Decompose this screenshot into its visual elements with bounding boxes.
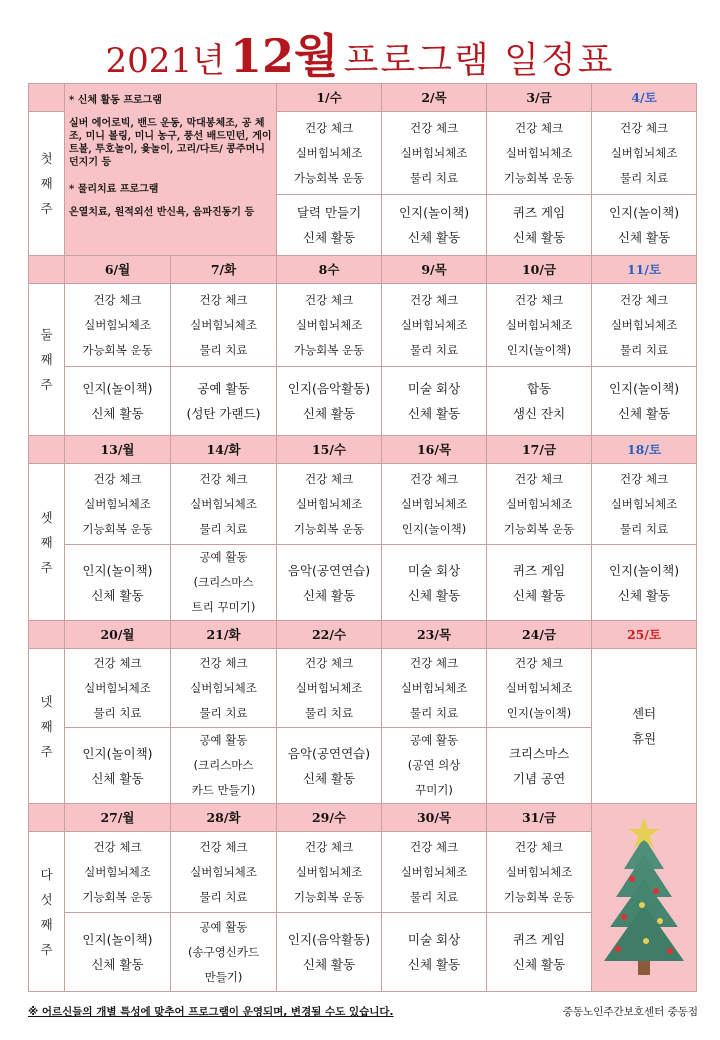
day-header: 27/월 (65, 804, 171, 832)
activity-line: 실버힘뇌체조 (84, 680, 151, 695)
activity-line: 인지(놀이책) (398, 205, 470, 220)
activity-line: 건강 체크 (409, 471, 459, 486)
activity-line: 인지(음악활동) (287, 381, 371, 396)
activity-cell (171, 284, 277, 367)
activity-line: 가능회복 운동 (293, 342, 365, 357)
activity-cell (487, 367, 592, 436)
activity-line: 생신 잔치 (512, 406, 566, 421)
activity-line: 실버힘뇌체조 (400, 145, 468, 160)
activity-line: 건강 체크 (514, 471, 564, 486)
activity-line: 신체 활동 (512, 957, 566, 972)
title-month: 12월 (230, 29, 339, 83)
footer-note: ※ 어르신들의 개별 특성에 맞추어 프로그램이 운영되며, 변경될 수도 있습니다. (28, 1006, 394, 1018)
activity-line: 퀴즈 게임 (512, 562, 566, 578)
activity-cell (171, 728, 277, 804)
activity-cell (277, 832, 382, 913)
activity-line: 인지(음악활동) (287, 932, 371, 947)
week-char: 섯 (40, 891, 53, 907)
day-header: 15/수 (277, 436, 382, 464)
day-header: 16/목 (382, 436, 487, 464)
week-label (29, 112, 65, 256)
day-header: 9/목 (382, 256, 487, 284)
closed-text: 센터 (631, 706, 657, 721)
activity-cell (277, 464, 382, 545)
activity-line: 신체 활동 (512, 230, 566, 245)
activity-cell (382, 728, 487, 804)
header-blank (29, 621, 65, 649)
program-info-text: 온열치료, 원적외선 반신욕, 음파진동기 등 (69, 207, 255, 218)
activity-cell (171, 545, 277, 621)
activity-line: 기능회복 운동 (82, 521, 153, 536)
activity-line: 기능회복 운동 (293, 889, 365, 904)
activity-cell (382, 464, 487, 545)
activity-cell (171, 367, 277, 436)
activity-line: 실버힘뇌체조 (505, 317, 573, 332)
activity-cell (171, 832, 277, 913)
day-header: 6/월 (65, 256, 171, 284)
activity-cell (65, 367, 171, 436)
week-char: 주 (40, 941, 53, 957)
week-char: 주 (40, 743, 53, 759)
day-header: 11/토 (592, 256, 697, 284)
activity-line: 신체 활동 (407, 587, 461, 603)
activity-line: 신체 활동 (91, 770, 144, 786)
activity-line: 미술 회상 (407, 381, 461, 396)
activity-cell (277, 112, 382, 195)
activity-line: 건강 체크 (199, 839, 248, 854)
activity-line: 신체 활동 (302, 230, 356, 245)
activity-line: 신체 활동 (302, 587, 356, 603)
activity-line: 실버힘뇌체조 (400, 680, 468, 695)
header-blank (29, 436, 65, 464)
week-char: 째 (40, 176, 53, 191)
day-header: 4/토 (592, 84, 697, 112)
activity-line: 건강 체크 (514, 120, 564, 135)
activity-line: 건강 체크 (199, 471, 248, 486)
week-char: 첫 (40, 151, 53, 166)
activity-cell (277, 367, 382, 436)
activity-line: 실버힘뇌체조 (295, 496, 363, 511)
week-char: 주 (40, 201, 53, 216)
activity-line: 신체 활동 (617, 230, 671, 245)
activity-line: 실버힘뇌체조 (295, 145, 363, 160)
activity-line: 건강 체크 (199, 292, 248, 307)
activity-cell (65, 913, 171, 992)
activity-line: 건강 체크 (619, 292, 669, 307)
activity-line: 기능회복 운동 (503, 521, 575, 536)
activity-line: 실버힘뇌체조 (505, 145, 573, 160)
activity-line: 실버힘뇌체조 (610, 496, 678, 511)
activity-cell (171, 913, 277, 992)
activity-cell (592, 545, 697, 621)
activity-line: 달력 만들기 (296, 205, 362, 220)
activity-line: 실버힘뇌체조 (190, 317, 257, 332)
activity-line: 건강 체크 (199, 655, 248, 670)
activity-line: 건강 체크 (304, 655, 354, 670)
activity-line: 가능회복 운동 (293, 170, 365, 185)
christmas-tree-icon (592, 804, 697, 992)
day-header: 18/토 (592, 436, 697, 464)
activity-line: 꾸미기) (415, 783, 453, 797)
activity-line: 만들기) (204, 969, 243, 984)
program-info (65, 84, 277, 256)
activity-cell (277, 545, 382, 621)
activity-line: 물리 치료 (409, 705, 459, 720)
activity-line: 신체 활동 (617, 587, 671, 603)
activity-line: 물리 치료 (619, 170, 669, 185)
day-header: 20/월 (65, 621, 171, 649)
activity-line: 건강 체크 (514, 839, 564, 854)
activity-line: 건강 체크 (93, 471, 142, 486)
activity-line: (공연 의상 (407, 758, 461, 772)
week-char: 셋 (40, 509, 53, 525)
activity-cell (382, 367, 487, 436)
activity-cell (382, 195, 487, 256)
activity-cell (487, 284, 592, 367)
activity-cell (487, 195, 592, 256)
activity-cell (592, 112, 697, 195)
activity-line: 인지(놀이책) (82, 932, 153, 947)
day-header: 30/목 (382, 804, 487, 832)
program-info-text: * 물리치료 프로그램 (69, 184, 159, 195)
activity-line: 물리 치료 (409, 342, 459, 357)
activity-line: 건강 체크 (619, 471, 669, 486)
activity-line: 음악(공연연습) (287, 562, 371, 578)
activity-cell (382, 913, 487, 992)
activity-line: 인지(놀이책) (608, 562, 680, 578)
activity-line: 실버힘뇌체조 (190, 496, 257, 511)
activity-line: (송구영신카드 (187, 944, 260, 959)
activity-line: 건강 체크 (93, 655, 142, 670)
activity-cell (487, 112, 592, 195)
week-char: 째 (40, 534, 53, 550)
activity-line: 공예 활동 (199, 919, 248, 934)
activity-cell (382, 649, 487, 728)
activity-cell (592, 195, 697, 256)
week-label (29, 649, 65, 804)
activity-line: 건강 체크 (304, 839, 354, 854)
activity-line: (크리스마스 (193, 758, 254, 772)
activity-line: 퀴즈 게임 (512, 932, 566, 947)
header-blank (29, 84, 65, 112)
activity-line: 크리스마스 (508, 745, 570, 761)
activity-cell (592, 367, 697, 436)
activity-line: 건강 체크 (304, 471, 354, 486)
activity-line: 신체 활동 (407, 957, 461, 972)
header-blank (29, 256, 65, 284)
activity-cell (65, 545, 171, 621)
day-header: 3/금 (487, 84, 592, 112)
activity-cell (592, 464, 697, 545)
activity-line: 실버힘뇌체조 (295, 864, 363, 879)
week-char: 주 (40, 377, 53, 392)
activity-line: 인지(놀이책) (608, 381, 680, 396)
week-char: 다 (40, 866, 53, 882)
program-info-text: * 신체 활동 프로그램 (69, 95, 162, 106)
activity-line: 인지(놀이책) (608, 205, 680, 220)
activity-line: 건강 체크 (514, 655, 564, 670)
activity-line: 물리 치료 (199, 521, 248, 536)
activity-line: 인지(놀이책) (506, 342, 572, 357)
activity-line: 신체 활동 (302, 957, 356, 972)
day-header: 14/화 (171, 436, 277, 464)
activity-line: 신체 활동 (91, 406, 144, 421)
activity-line: 기념 공연 (512, 770, 566, 786)
activity-line: (크리스마스 (193, 575, 254, 589)
activity-line: 실버힘뇌체조 (295, 680, 363, 695)
activity-line: 인지(놀이책) (82, 562, 153, 578)
activity-cell (65, 649, 171, 728)
activity-line: 건강 체크 (409, 839, 459, 854)
activity-cell (171, 464, 277, 545)
activity-line: 실버힘뇌체조 (295, 317, 363, 332)
title-year: 2021년 (105, 41, 225, 81)
activity-cell (487, 913, 592, 992)
activity-line: 건강 체크 (93, 292, 142, 307)
activity-line: 실버힘뇌체조 (84, 864, 151, 879)
day-header: 22/수 (277, 621, 382, 649)
activity-cell (487, 649, 592, 728)
activity-line: 트리 꾸미기) (191, 600, 256, 614)
day-header: 25/토 (592, 621, 697, 649)
activity-line: 인지(놀이책) (82, 745, 153, 761)
activity-line: 실버힘뇌체조 (505, 680, 573, 695)
activity-cell (487, 728, 592, 804)
week-char: 째 (40, 352, 53, 367)
activity-line: 기능회복 운동 (503, 889, 575, 904)
activity-line: 실버힘뇌체조 (84, 317, 151, 332)
activity-line: 신체 활동 (302, 770, 356, 786)
activity-cell (382, 545, 487, 621)
activity-line: 실버힘뇌체조 (610, 317, 678, 332)
activity-line: 기능회복 운동 (82, 889, 153, 904)
week-char: 넷 (40, 693, 53, 709)
activity-cell (277, 284, 382, 367)
week-label (29, 284, 65, 436)
activity-cell (592, 284, 697, 367)
title-rest: 프로그램 일정표 (343, 40, 615, 81)
activity-cell (65, 728, 171, 804)
activity-line: 퀴즈 게임 (512, 205, 566, 220)
activity-line: 공예 활동 (199, 733, 248, 747)
activity-line: 물리 치료 (199, 342, 248, 357)
activity-line: 건강 체크 (93, 839, 142, 854)
activity-cell (487, 545, 592, 621)
activity-line: 공예 활동 (197, 381, 250, 396)
activity-line: 가능회복 운동 (82, 342, 153, 357)
activity-line: 건강 체크 (409, 655, 459, 670)
day-header: 31/금 (487, 804, 592, 832)
day-header: 13/월 (65, 436, 171, 464)
footer-center-name: 중동노인주간보호센터 중동점 (562, 1006, 698, 1018)
activity-line: 실버힘뇌체조 (505, 496, 573, 511)
activity-line: 신체 활동 (302, 406, 356, 421)
activity-line: 기능회복 운동 (503, 170, 575, 185)
day-header: 23/목 (382, 621, 487, 649)
activity-cell (65, 832, 171, 913)
activity-line: 물리 치료 (304, 705, 354, 720)
day-header: 7/화 (171, 256, 277, 284)
activity-line: 실버힘뇌체조 (84, 496, 151, 511)
activity-line: 건강 체크 (409, 120, 459, 135)
activity-line: 실버힘뇌체조 (400, 317, 468, 332)
day-header: 28/화 (171, 804, 277, 832)
activity-line: 신체 활동 (617, 406, 671, 421)
week-char: 째 (40, 916, 53, 932)
activity-line: 신체 활동 (407, 230, 461, 245)
week-label (29, 464, 65, 621)
activity-line: 물리 치료 (409, 170, 459, 185)
activity-cell (487, 832, 592, 913)
activity-cell (382, 284, 487, 367)
activity-line: 기능회복 운동 (293, 521, 365, 536)
center-closed-cell (592, 649, 697, 804)
activity-cell (171, 649, 277, 728)
day-header: 10/금 (487, 256, 592, 284)
week-char: 둘 (40, 327, 53, 342)
week-char: 주 (40, 559, 53, 575)
activity-line: 음악(공연연습) (287, 745, 371, 761)
activity-line: 물리 치료 (619, 342, 669, 357)
page-title (0, 20, 720, 86)
activity-line: 실버힘뇌체조 (610, 145, 678, 160)
closed-text: 휴원 (631, 731, 657, 746)
activity-line: 건강 체크 (619, 120, 669, 135)
activity-cell (65, 284, 171, 367)
activity-line: 물리 치료 (199, 705, 248, 720)
activity-cell (277, 195, 382, 256)
activity-line: 인지(놀이책) (82, 381, 153, 396)
activity-line: 실버힘뇌체조 (400, 864, 468, 879)
activity-line: 실버힘뇌체조 (190, 680, 257, 695)
activity-line: 물리 치료 (619, 521, 669, 536)
activity-line: 물리 치료 (93, 705, 142, 720)
activity-line: 신체 활동 (91, 587, 144, 603)
activity-line: 미술 회상 (407, 932, 461, 947)
activity-line: 인지(놀이책) (506, 705, 572, 720)
activity-cell (277, 728, 382, 804)
activity-line: 카드 만들기) (191, 783, 256, 797)
activity-line: 신체 활동 (512, 587, 566, 603)
activity-line: 건강 체크 (304, 120, 354, 135)
week-label (29, 832, 65, 992)
week-char: 째 (40, 718, 53, 734)
day-header: 2/목 (382, 84, 487, 112)
activity-line: 건강 체크 (409, 292, 459, 307)
activity-line: (성탄 가랜드) (186, 406, 261, 421)
activity-line: 합동 (526, 381, 552, 396)
day-header: 24/금 (487, 621, 592, 649)
activity-line: 물리 치료 (409, 889, 459, 904)
activity-line: 실버힘뇌체조 (400, 496, 468, 511)
activity-cell (382, 832, 487, 913)
activity-line: 실버힘뇌체조 (190, 864, 257, 879)
day-header: 17/금 (487, 436, 592, 464)
schedule-table (28, 83, 697, 992)
activity-line: 실버힘뇌체조 (505, 864, 573, 879)
activity-line: 공예 활동 (199, 550, 248, 564)
activity-cell (487, 464, 592, 545)
day-header: 29/수 (277, 804, 382, 832)
activity-line: 신체 활동 (91, 957, 144, 972)
header-blank (29, 804, 65, 832)
day-header: 1/수 (277, 84, 382, 112)
activity-cell (277, 913, 382, 992)
activity-cell (382, 112, 487, 195)
day-header: 21/화 (171, 621, 277, 649)
activity-line: 물리 치료 (199, 889, 248, 904)
activity-line: 건강 체크 (514, 292, 564, 307)
activity-line: 미술 회상 (407, 562, 461, 578)
activity-line: 공예 활동 (409, 733, 459, 747)
activity-cell (65, 464, 171, 545)
program-info-text: 실버 에어로빅, 밴드 운동, 막대봉체조, 공 체조, 미니 볼링, 미니 농구, 풍선 배드민턴, 게이트볼, 투호놀이, 윷놀이, 고리/다트/ 콩주머니 던지기 등 (69, 118, 272, 168)
activity-line: 인지(놀이책) (401, 521, 467, 536)
day-header: 8수 (277, 256, 382, 284)
activity-cell (277, 649, 382, 728)
activity-line: 신체 활동 (407, 406, 461, 421)
activity-line: 건강 체크 (304, 292, 354, 307)
